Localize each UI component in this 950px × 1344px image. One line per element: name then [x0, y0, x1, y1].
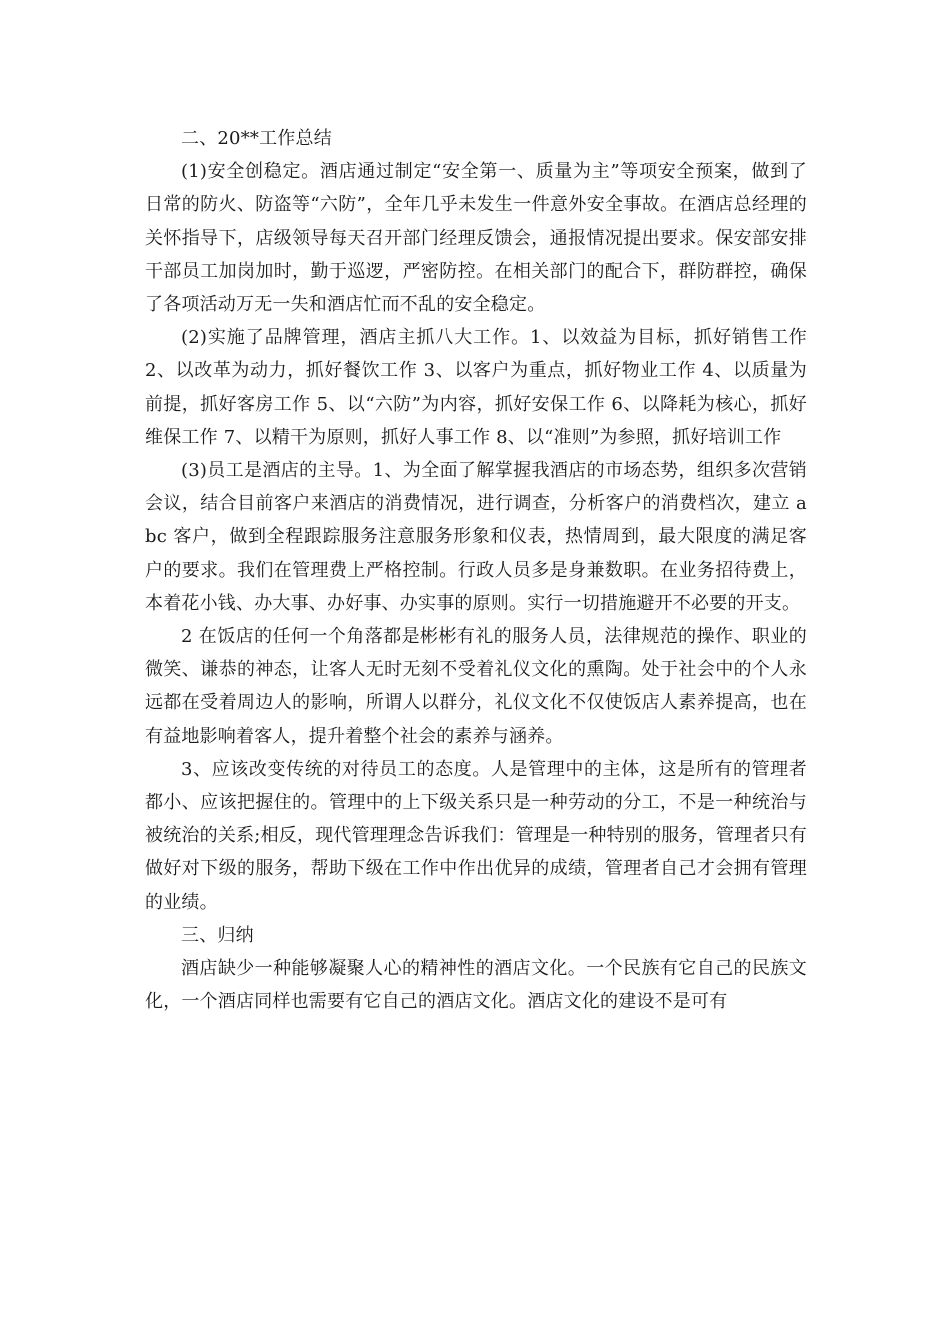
paragraph-culture: 酒店缺少一种能够凝聚人心的精神性的酒店文化。一个民族有它自己的民族文化，一个酒店同样也需要有它自己的酒店文化。酒店文化的建设不是可有	[145, 958, 807, 1013]
document-body	[145, 122, 807, 1018]
paragraph-safety: (1)安全创稳定。酒店通过制定“安全第一、质量为主”等项安全预案，做到了日常的防火、防盗等“六防”，全年几乎未发生一件意外安全事故。在酒店总经理的关怀指导下，店级领导每天召开部门经理反馈会，通报情况提出要求。保安部安排干部员工加岗加时，勤于巡逻，严密防控。在相关部门的配合下，群防群控，确保了各项活动万无一失和酒店忙而不乱的安全稳定。	[145, 161, 807, 316]
section-heading-conclusion: 三、归纳	[181, 924, 254, 946]
section-heading-work-summary: 二、20**工作总结	[181, 128, 332, 149]
paragraph-attitude: 3、应该改变传统的对待员工的态度。人是管理中的主体，这是所有的管理者都小、应该把握住的。管理中的上下级关系只是一种劳动的分工，不是一种统治与被统治的关系;相反，现代管理理念告诉我们：管理是一种特别的服务，管理者只有做好对下级的服务，帮助下级在工作中作出优异的成绩，管理者自己才会拥有管理的业绩。	[145, 758, 807, 913]
paragraph-etiquette: 2 在饭店的任何一个角落都是彬彬有礼的服务人员，法律规范的操作、职业的微笑、谦恭的神态，让客人无时无刻不受着礼仪文化的熏陶。处于社会中的个人永远都在受着周边人的影响，所谓人以群分，礼仪文化不仅使饭店人素养提高，也在有益地影响着客人，提升着整个社会的素养与涵养。	[145, 626, 807, 747]
paragraph-staff: (3)员工是酒店的主导。1、为全面了解掌握我酒店的市场态势，组织多次营销会议，结合目前客户来酒店的消费情况，进行调查，分析客户的消费档次，建立 abc 客户，做到全程跟踪服务注意服务形象和仪表，热情周到，最大限度的满足客户的要求。我们在管理费上严格控制。行政人员多是身兼数职。在业务招待费上，本着花小钱、办大事、办好事、办实事的原则。实行一切措施避开不必要的开支。	[145, 460, 807, 614]
paragraph-brand-management: (2)实施了品牌管理，酒店主抓八大工作。1、以效益为目标，抓好销售工作 2、以改革为动力，抓好餐饮工作 3、以客户为重点，抓好物业工作 4、以质量为前提，抓好客房工作 5、以“六防”为内容，抓好安保工作 6、以降耗为核心，抓好维保工作 7、以精干为原则，抓好人事工作 8、以“准则”为参照，抓好培训工作	[145, 327, 807, 448]
